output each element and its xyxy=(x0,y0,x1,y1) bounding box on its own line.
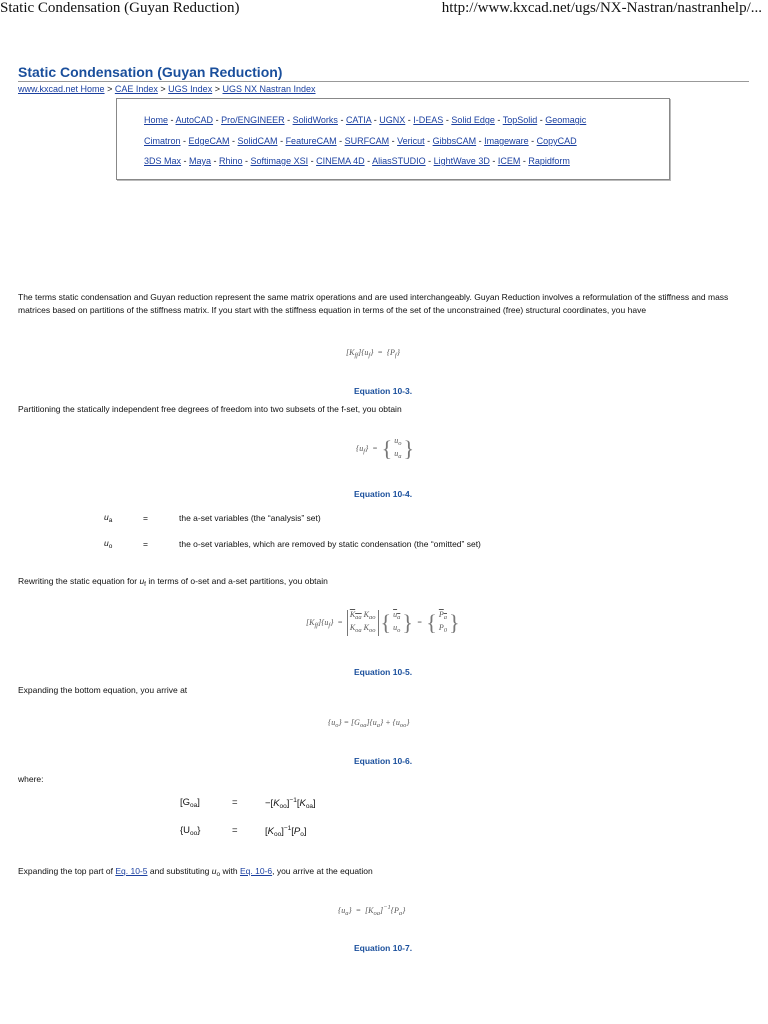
nav-link-lightwave-3d[interactable]: LightWave 3D xyxy=(433,156,490,166)
breadcrumb-sep: > xyxy=(214,84,220,94)
expand-top-paragraph xyxy=(18,865,748,881)
rewrite-pre: Rewriting the static equation for xyxy=(18,576,140,586)
where-lhs-text: [G xyxy=(180,797,191,808)
where-rhs-goa: $-[K_{oo}]^{-1}[K_{oa}]$ xyxy=(265,797,316,810)
equation-10-7: $\{u_a\} = [K_{oa}]^{-1}\{P_a\}$ xyxy=(338,904,406,917)
where-lhs-sub: oo xyxy=(190,830,198,837)
nav-link-solidworks[interactable]: SolidWorks xyxy=(292,115,338,125)
rewrite-symbol: u xyxy=(139,576,145,586)
def-desc-ua: the a-set variables (the “analysis” set) xyxy=(179,513,321,523)
nav-link-pro-engineer[interactable]: Pro/ENGINEER xyxy=(221,115,285,125)
breadcrumb xyxy=(18,84,316,94)
where-lhs-text: {U xyxy=(180,825,191,836)
nav-link-icem[interactable]: ICEM xyxy=(497,156,521,166)
expand-top-mid: and substituting xyxy=(147,866,212,876)
nav-separator: - xyxy=(336,136,345,146)
nav-separator: - xyxy=(337,115,346,125)
link-eq-10-5[interactable]: Eq. 10-5 xyxy=(115,866,148,876)
expand-top-with: with xyxy=(220,866,240,876)
nav-link-geomagic[interactable]: Geomagic xyxy=(545,115,587,125)
nav-separator: - xyxy=(180,136,189,146)
def-equals: = xyxy=(143,539,148,549)
where-lhs-end: } xyxy=(197,825,201,836)
nav-separator: - xyxy=(308,156,317,166)
equation-10-6: $\{u_o\} = [G_{oa}]\{u_a\} + \{u_{oo}\}$ xyxy=(328,718,410,729)
nav-separator: - xyxy=(425,156,434,166)
expand-top-pre: Expanding the top part of xyxy=(18,866,116,876)
title-divider xyxy=(18,81,749,82)
where-lhs-end: ] xyxy=(197,797,200,808)
link-eq-10-6[interactable]: Eq. 10-6 xyxy=(239,866,273,876)
nav-separator: - xyxy=(211,156,220,166)
where-equals: = xyxy=(232,797,238,808)
nav-separator: - xyxy=(371,115,380,125)
nav-link-cimatron[interactable]: Cimatron xyxy=(144,136,181,146)
nav-link-aliasstudio[interactable]: AliasSTUDIO xyxy=(372,156,426,166)
breadcrumb-link-ugs[interactable]: UGS Index xyxy=(168,84,213,94)
nav-separator: - xyxy=(364,156,373,166)
nav-separator: - xyxy=(443,115,452,125)
where-label: where: xyxy=(18,774,44,784)
def-row-ua xyxy=(104,512,112,524)
nav-separator: - xyxy=(213,115,222,125)
def-desc-uo: the o-set variables, which are removed by static condensation (the “omitted” set) xyxy=(179,539,481,549)
nav-link-ugnx[interactable]: UGNX xyxy=(379,115,406,125)
nav-separator: - xyxy=(476,136,485,146)
where-lhs-uoo xyxy=(180,825,200,837)
nav-separator: - xyxy=(494,115,503,125)
nav-separator: - xyxy=(284,115,293,125)
nav-link-topsolid[interactable]: TopSolid xyxy=(502,115,538,125)
where-equals: = xyxy=(232,825,238,836)
def-symbol: u xyxy=(104,538,109,548)
equation-10-5-label: Equation 10-5. xyxy=(354,667,413,677)
nav-link-rapidform[interactable]: Rapidform xyxy=(528,156,570,166)
nav-link-edgecam[interactable]: EdgeCAM xyxy=(188,136,230,146)
nav-link-solid-edge[interactable]: Solid Edge xyxy=(451,115,495,125)
rewrite-symbol-sub: f xyxy=(144,581,146,588)
nav-link-i-deas[interactable]: I-DEAS xyxy=(413,115,444,125)
nav-link-softimage-xsi[interactable]: Softimage XSI xyxy=(250,156,309,166)
nav-link-copycad[interactable]: CopyCAD xyxy=(536,136,577,146)
breadcrumb-sep: > xyxy=(160,84,166,94)
nav-separator: - xyxy=(242,156,251,166)
where-lhs-goa xyxy=(180,797,200,809)
nav-link-rhino[interactable]: Rhino xyxy=(219,156,243,166)
nav-link-autocad[interactable]: AutoCAD xyxy=(175,115,214,125)
expand-bottom-paragraph: Expanding the bottom equation, you arrive at xyxy=(18,685,188,695)
nav-separator: - xyxy=(520,156,529,166)
equation-10-6-label: Equation 10-6. xyxy=(354,756,413,766)
expand-top-post: , you arrive at the equation xyxy=(272,866,373,876)
page-title: Static Condensation (Guyan Reduction) xyxy=(18,64,283,80)
def-equals: = xyxy=(143,513,148,523)
intro-paragraph: The terms static condensation and Guyan reduction represent the same matrix operations and are used interchangeably. Guyan Reduction involves a reformulation of the stiffness and mass matrices based on partitions of the stiffness matrix. If you start with the stiffness equation in terms of the set of the unconstrained (free) structural coordinates, you have xyxy=(18,292,729,315)
expand-top-symbol: u xyxy=(211,866,217,876)
equation-10-3: $[K_{ff}]\{u_f\} = \{P_f\}$ xyxy=(346,348,400,359)
nav-link-vericut[interactable]: Vericut xyxy=(397,136,425,146)
nav-separator: - xyxy=(489,156,498,166)
equation-10-4: $\{u_f\}$ = { $u_o$ $u_a$} xyxy=(356,436,414,461)
equation-10-3-label: Equation 10-3. xyxy=(354,386,413,396)
nav-separator: - xyxy=(181,156,190,166)
nav-link-imageware[interactable]: Imageware xyxy=(484,136,529,146)
where-rhs-uoo: $[K_{oo}]^{-1}[P_o]$ xyxy=(265,825,307,838)
partition-paragraph: Partitioning the statically independent free degrees of freedom into two subsets of the f-set, you obtain xyxy=(18,404,402,414)
nav-row xyxy=(144,156,570,166)
nav-separator: - xyxy=(277,136,286,146)
expand-top-symbol-sub: o xyxy=(216,871,221,878)
nav-link-featurecam[interactable]: FeatureCAM xyxy=(285,136,337,146)
nav-link-3ds-max[interactable]: 3DS Max xyxy=(144,156,182,166)
nav-link-maya[interactable]: Maya xyxy=(189,156,212,166)
nav-link-home[interactable]: Home xyxy=(144,115,169,125)
def-row-uo xyxy=(104,538,112,550)
equation-10-7-label: Equation 10-7. xyxy=(354,943,413,953)
def-symbol-sub: a xyxy=(108,517,113,524)
software-nav-box xyxy=(116,98,670,180)
nav-separator: - xyxy=(168,115,176,125)
nav-separator: - xyxy=(389,136,398,146)
def-symbol-sub: o xyxy=(108,543,113,550)
where-lhs-sub: oa xyxy=(190,802,198,809)
equation-10-5: $[K_{ff}]\{u_f\} = K_{aa}$ $K_{ao}$ $K_{oa}$ $K_{oo}$ { $u_a$ $u_o$} = { $P_a$ $P_0$} xyxy=(306,610,460,635)
nav-row xyxy=(144,136,577,146)
rewrite-paragraph xyxy=(18,575,748,591)
equation-10-4-label: Equation 10-4. xyxy=(354,489,413,499)
nav-separator: - xyxy=(537,115,546,125)
rewrite-post: in terms of o-set and a-set partitions, you obtain xyxy=(145,576,328,586)
print-header-url: http://www.kxcad.net/ugs/NX-Nastran/nastranhelp/... xyxy=(441,0,762,16)
nav-row xyxy=(144,115,586,125)
breadcrumb-link-cae[interactable]: CAE Index xyxy=(114,84,158,94)
breadcrumb-link-nastran[interactable]: UGS NX Nastran Index xyxy=(222,84,316,94)
nav-separator: - xyxy=(528,136,537,146)
def-symbol: u xyxy=(104,512,109,522)
nav-link-surfcam[interactable]: SURFCAM xyxy=(344,136,390,146)
print-header-title: Static Condensation (Guyan Reduction) xyxy=(0,0,240,16)
nav-link-gibbscam[interactable]: GibbsCAM xyxy=(432,136,477,146)
nav-link-cinema-4d[interactable]: CINEMA 4D xyxy=(316,156,365,166)
breadcrumb-sep: > xyxy=(107,84,113,94)
nav-separator: - xyxy=(405,115,414,125)
nav-link-catia[interactable]: CATIA xyxy=(345,115,372,125)
breadcrumb-link-home[interactable]: www.kxcad.net Home xyxy=(18,84,105,94)
nav-separator: - xyxy=(424,136,433,146)
nav-separator: - xyxy=(229,136,238,146)
nav-link-solidcam[interactable]: SolidCAM xyxy=(237,136,278,146)
